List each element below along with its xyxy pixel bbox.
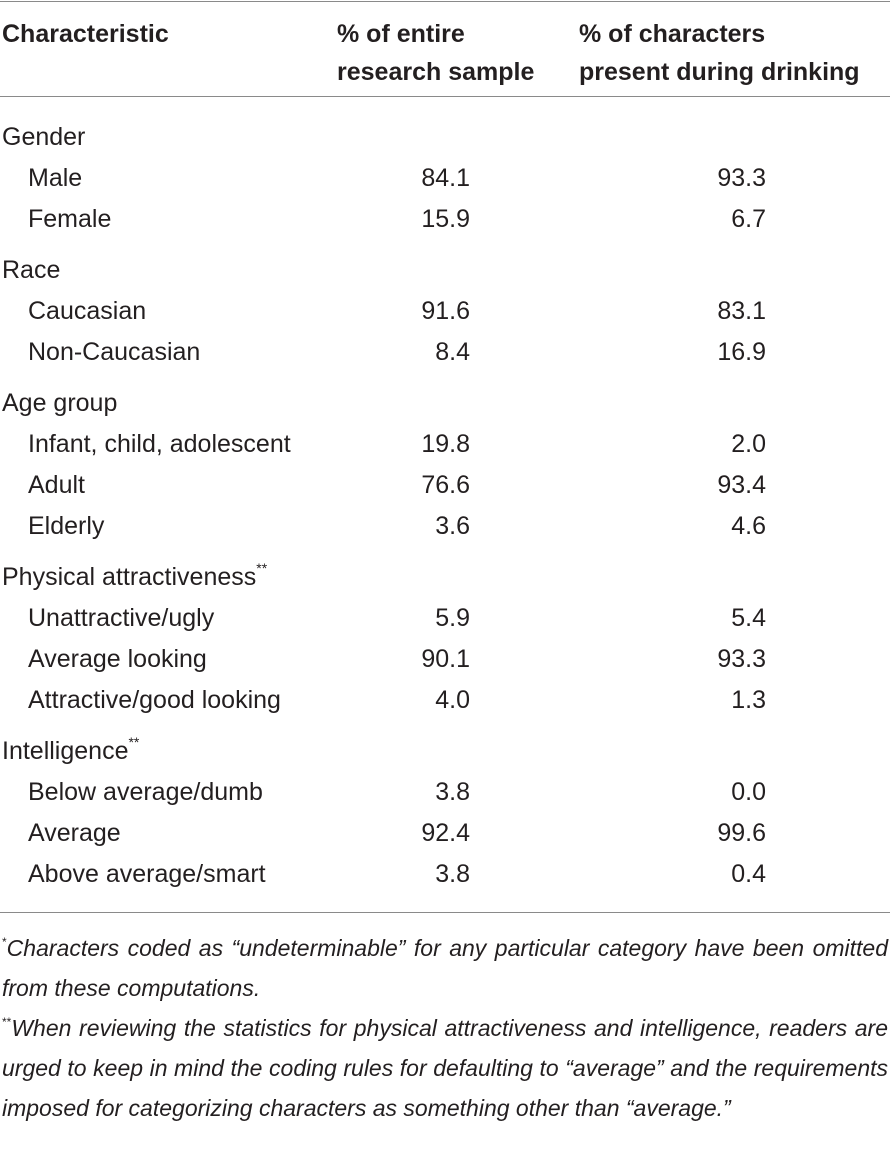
table-row bbox=[0, 854, 890, 894]
cell-present-during-drinking: 2.0 bbox=[731, 430, 766, 458]
row-label bbox=[28, 158, 82, 198]
cell-present-during-drinking: 93.3 bbox=[717, 164, 766, 192]
cell-research-sample: 3.8 bbox=[435, 860, 470, 888]
table-group-row bbox=[0, 117, 890, 157]
table-row bbox=[0, 772, 890, 812]
cell-research-sample: 15.9 bbox=[421, 205, 470, 233]
label-text: Age group bbox=[2, 389, 118, 417]
label-text: Adult bbox=[28, 471, 85, 499]
footnote-2-mark: ** bbox=[2, 1015, 12, 1029]
label-text: Female bbox=[28, 205, 112, 233]
footnote-marker: ** bbox=[256, 560, 268, 576]
header-research-sample bbox=[337, 15, 534, 91]
row-label bbox=[28, 680, 281, 720]
row-label bbox=[28, 199, 111, 239]
label-text: Unattractive/ugly bbox=[28, 604, 215, 632]
footnote-2-text: When reviewing the statistics for physical attractiveness and intelligence, readers are urged to keep in mind the coding rules for defaulting to “average” and the requirements imposed for categorizing characters as something other than “average.” bbox=[2, 1015, 888, 1121]
footnote-marker: ** bbox=[128, 734, 140, 750]
header-drinking-characters-line1: % of characters bbox=[579, 20, 766, 48]
table-row bbox=[0, 465, 890, 505]
group-label bbox=[2, 250, 60, 290]
header-research-sample-line1: % of entire bbox=[337, 20, 465, 48]
row-label bbox=[28, 291, 146, 331]
label-text: Male bbox=[28, 164, 83, 192]
cell-present-during-drinking: 99.6 bbox=[717, 819, 766, 847]
table-row bbox=[0, 158, 890, 198]
label-text: Physical attractiveness bbox=[2, 563, 257, 591]
header-characteristic-text: Characteristic bbox=[2, 20, 169, 48]
label-text: Infant, child, adolescent bbox=[28, 430, 291, 458]
cell-research-sample: 76.6 bbox=[421, 471, 470, 499]
row-label bbox=[28, 598, 214, 638]
table-row bbox=[0, 598, 890, 638]
label-text: Below average/dumb bbox=[28, 778, 263, 806]
group-label bbox=[2, 117, 85, 157]
header-research-sample-line2: research sample bbox=[337, 58, 535, 86]
row-label bbox=[28, 506, 104, 546]
row-label bbox=[28, 772, 263, 812]
table-row bbox=[0, 424, 890, 464]
footnote-1 bbox=[2, 928, 888, 1008]
cell-research-sample: 19.8 bbox=[421, 430, 470, 458]
table-row bbox=[0, 291, 890, 331]
label-text: Average bbox=[28, 819, 121, 847]
table-group-row bbox=[0, 383, 890, 423]
cell-present-during-drinking: 16.9 bbox=[717, 338, 766, 366]
cell-present-during-drinking: 6.7 bbox=[731, 205, 766, 233]
label-text: Non-Caucasian bbox=[28, 338, 201, 366]
table-top-rule bbox=[0, 1, 890, 2]
cell-present-during-drinking: 0.4 bbox=[731, 860, 766, 888]
table-group-row bbox=[0, 557, 890, 597]
footnote-1-text: Characters coded as “undeterminable” for any particular category have been omitted from these computations. bbox=[2, 935, 888, 1001]
label-text: Gender bbox=[2, 123, 86, 151]
cell-research-sample: 5.9 bbox=[435, 604, 470, 632]
cell-present-during-drinking: 0.0 bbox=[731, 778, 766, 806]
cell-research-sample: 4.0 bbox=[435, 686, 470, 714]
row-label bbox=[28, 639, 207, 679]
cell-present-during-drinking: 5.4 bbox=[731, 604, 766, 632]
cell-present-during-drinking: 83.1 bbox=[717, 297, 766, 325]
row-label bbox=[28, 854, 266, 894]
group-label bbox=[2, 731, 139, 771]
cell-present-during-drinking: 93.3 bbox=[717, 645, 766, 673]
header-drinking-characters bbox=[579, 15, 860, 91]
cell-research-sample: 3.8 bbox=[435, 778, 470, 806]
cell-research-sample: 8.4 bbox=[435, 338, 470, 366]
table-row bbox=[0, 639, 890, 679]
row-label bbox=[28, 465, 85, 505]
table-row bbox=[0, 506, 890, 546]
row-label bbox=[28, 332, 200, 372]
footnote-1-mark: * bbox=[2, 935, 7, 949]
cell-research-sample: 91.6 bbox=[421, 297, 470, 325]
table-row bbox=[0, 199, 890, 239]
cell-present-during-drinking: 93.4 bbox=[717, 471, 766, 499]
cell-present-during-drinking: 1.3 bbox=[731, 686, 766, 714]
label-text: Elderly bbox=[28, 512, 105, 540]
table-group-row bbox=[0, 250, 890, 290]
label-text: Race bbox=[2, 256, 61, 284]
header-characteristic bbox=[2, 15, 169, 53]
table-row bbox=[0, 332, 890, 372]
cell-research-sample: 92.4 bbox=[421, 819, 470, 847]
header-bottom-rule bbox=[0, 96, 890, 97]
table-row bbox=[0, 680, 890, 720]
table-group-row bbox=[0, 731, 890, 771]
row-label bbox=[28, 813, 121, 853]
label-text: Attractive/good looking bbox=[28, 686, 281, 714]
table-row bbox=[0, 813, 890, 853]
group-label bbox=[2, 383, 117, 423]
label-text: Average looking bbox=[28, 645, 207, 673]
group-label bbox=[2, 557, 267, 597]
cell-research-sample: 90.1 bbox=[421, 645, 470, 673]
cell-research-sample: 3.6 bbox=[435, 512, 470, 540]
row-label bbox=[28, 424, 291, 464]
label-text: Caucasian bbox=[28, 297, 147, 325]
cell-present-during-drinking: 4.6 bbox=[731, 512, 766, 540]
cell-research-sample: 84.1 bbox=[421, 164, 470, 192]
label-text: Intelligence bbox=[2, 737, 129, 765]
header-drinking-characters-line2: present during drinking bbox=[579, 58, 860, 86]
footnote-2 bbox=[2, 1008, 888, 1128]
table-bottom-rule bbox=[0, 912, 890, 913]
label-text: Above average/smart bbox=[28, 860, 266, 888]
footnotes bbox=[2, 928, 888, 1128]
